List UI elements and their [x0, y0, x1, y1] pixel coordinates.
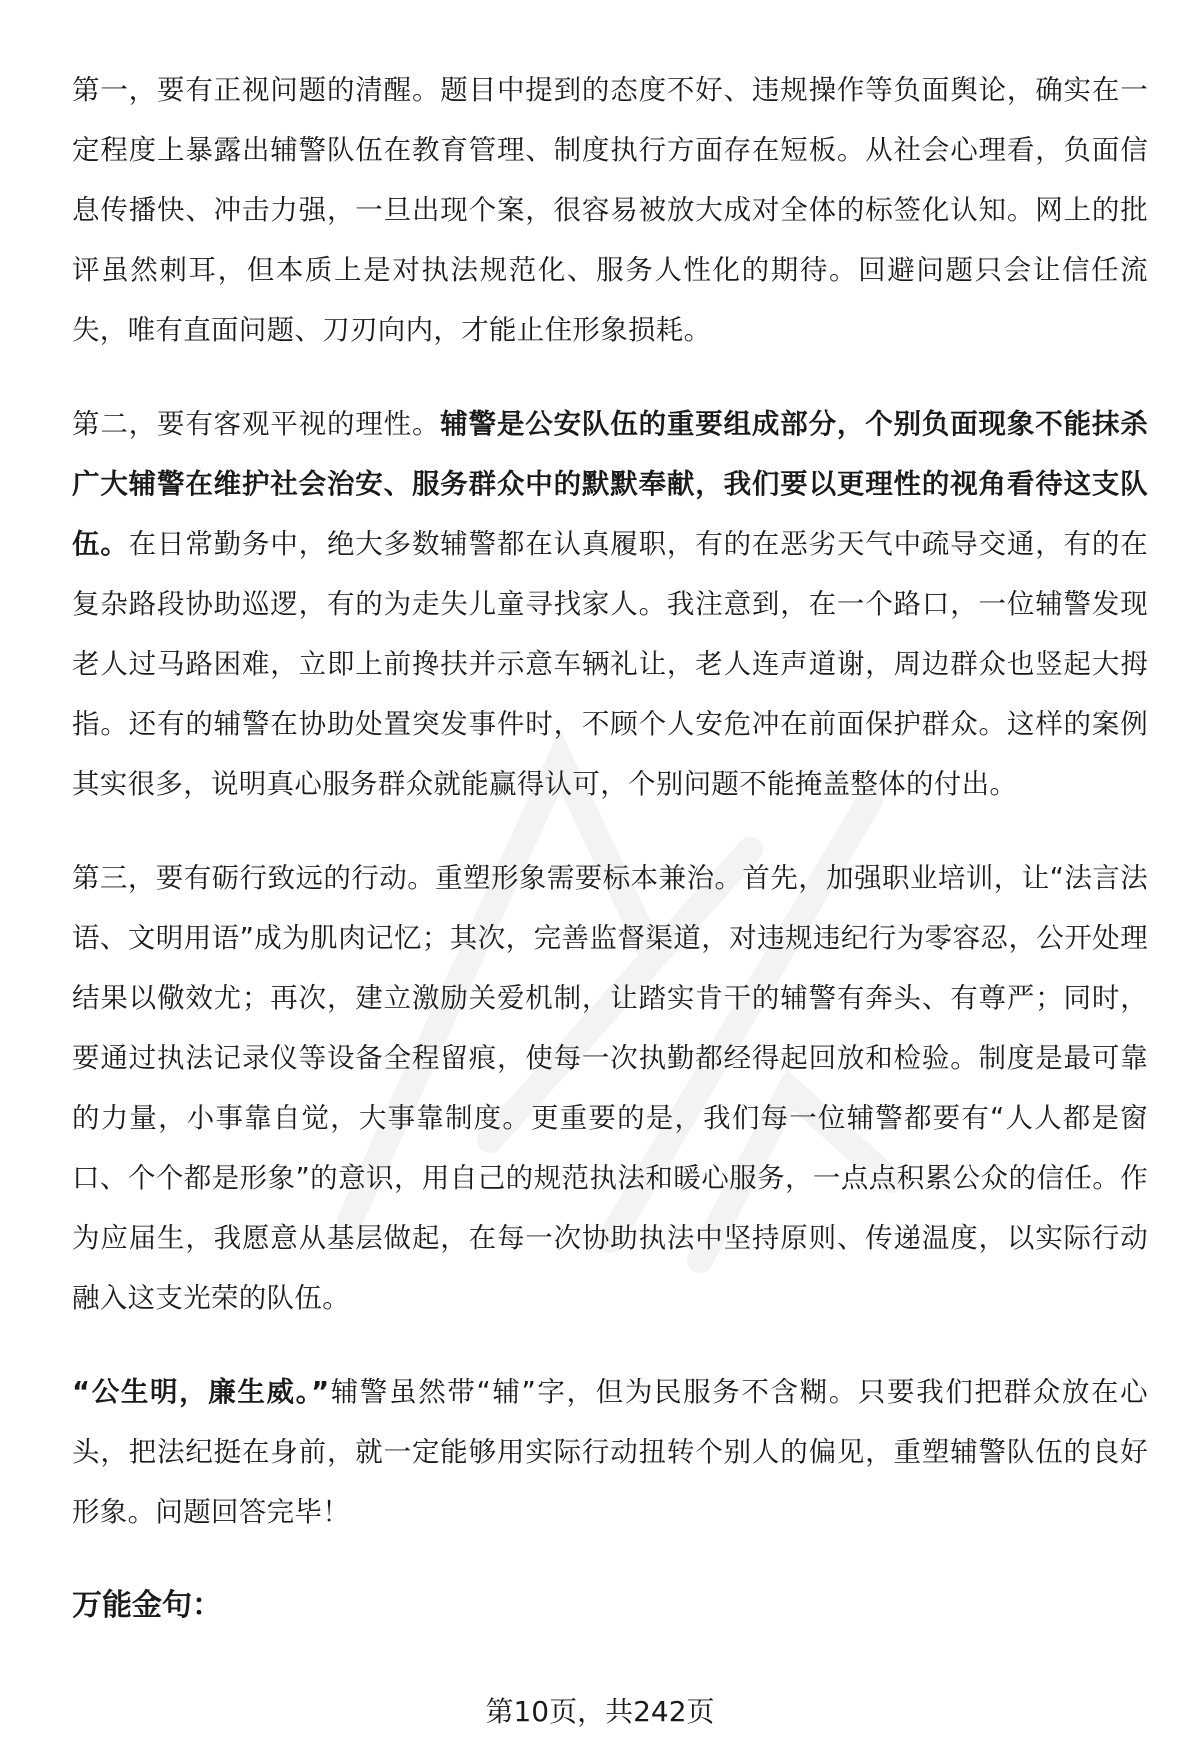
- emphasis-text: “公生明，廉生威。”: [72, 1376, 330, 1408]
- paragraph-3: [72, 848, 1148, 1328]
- paragraph-2: [72, 394, 1148, 814]
- page-number: 第10页，共242页: [485, 1695, 715, 1728]
- paragraph-4: [72, 1362, 1148, 1542]
- body-text: 第二，要有客观平视的理性。: [72, 408, 441, 440]
- body-text: 第一，要有正视问题的清醒。题目中提到的态度不好、违规操作等负面舆论，确实在一定程度上暴露出辅警队伍在教育管理、制度执行方面存在短板。从社会心理看，负面信息传播快、冲击力强，一旦出现个案，很容易被放大成对全体的标签化认知。网上的批评虽然刺耳，但本质上是对执法规范化、服务人性化的期待。回避问题只会让信任流失，唯有直面问题、刀刃向内，才能止住形象损耗。: [72, 74, 1148, 346]
- body-text: 第三，要有砺行致远的行动。重塑形象需要标本兼治。首先，加强职业培训，让“法言法语、文明用语”成为肌肉记忆；其次，完善监督渠道，对违规违纪行为零容忍，公开处理结果以儆效尤；再次，建立激励关爱机制，让踏实肯干的辅警有奔头、有尊严；同时，要通过执法记录仪等设备全程留痕，使每一次执勤都经得起回放和检验。制度是最可靠的力量，小事靠自觉，大事靠制度。更重要的是，我们每一位辅警都要有“人人都是窗口、个个都是形象”的意识，用自己的规范执法和暖心服务，一点点积累公众的信任。作为应届生，我愿意从基层做起，在每一次协助执法中坚持原则、传递温度，以实际行动融入这支光荣的队伍。: [72, 862, 1148, 1314]
- section-heading: 万能金句：: [72, 1588, 222, 1623]
- paragraph-1: [72, 60, 1148, 360]
- body-text: 辅警虽然带“辅”字，但为民服务不含糊。只要我们把群众放在心头，把法纪挺在身前，就一定能够用实际行动扭转个别人的偏见，重塑辅警队伍的良好形象。问题回答完毕！: [72, 1376, 1148, 1528]
- body-text: 在日常勤务中，绝大多数辅警都在认真履职，有的在恶劣天气中疏导交通，有的在复杂路段协助巡逻，有的为走失儿童寻找家人。我注意到，在一个路口，一位辅警发现老人过马路困难，立即上前搀扶并示意车辆礼让，老人连声道谢，周边群众也竖起大拇指。还有的辅警在协助处置突发事件时，不顾个人安危冲在前面保护群众。这样的案例其实很多，说明真心服务群众就能赢得认可，个别问题不能掩盖整体的付出。: [72, 528, 1149, 800]
- document-body: [72, 60, 1148, 1636]
- emphasis-text: 辅警是公安队伍的重要组成部分，个别负面现象不能抹杀广大辅警在维护社会治安、服务群众中的默默奉献，我们要以更理性的视角看待这支队伍。: [72, 408, 1149, 560]
